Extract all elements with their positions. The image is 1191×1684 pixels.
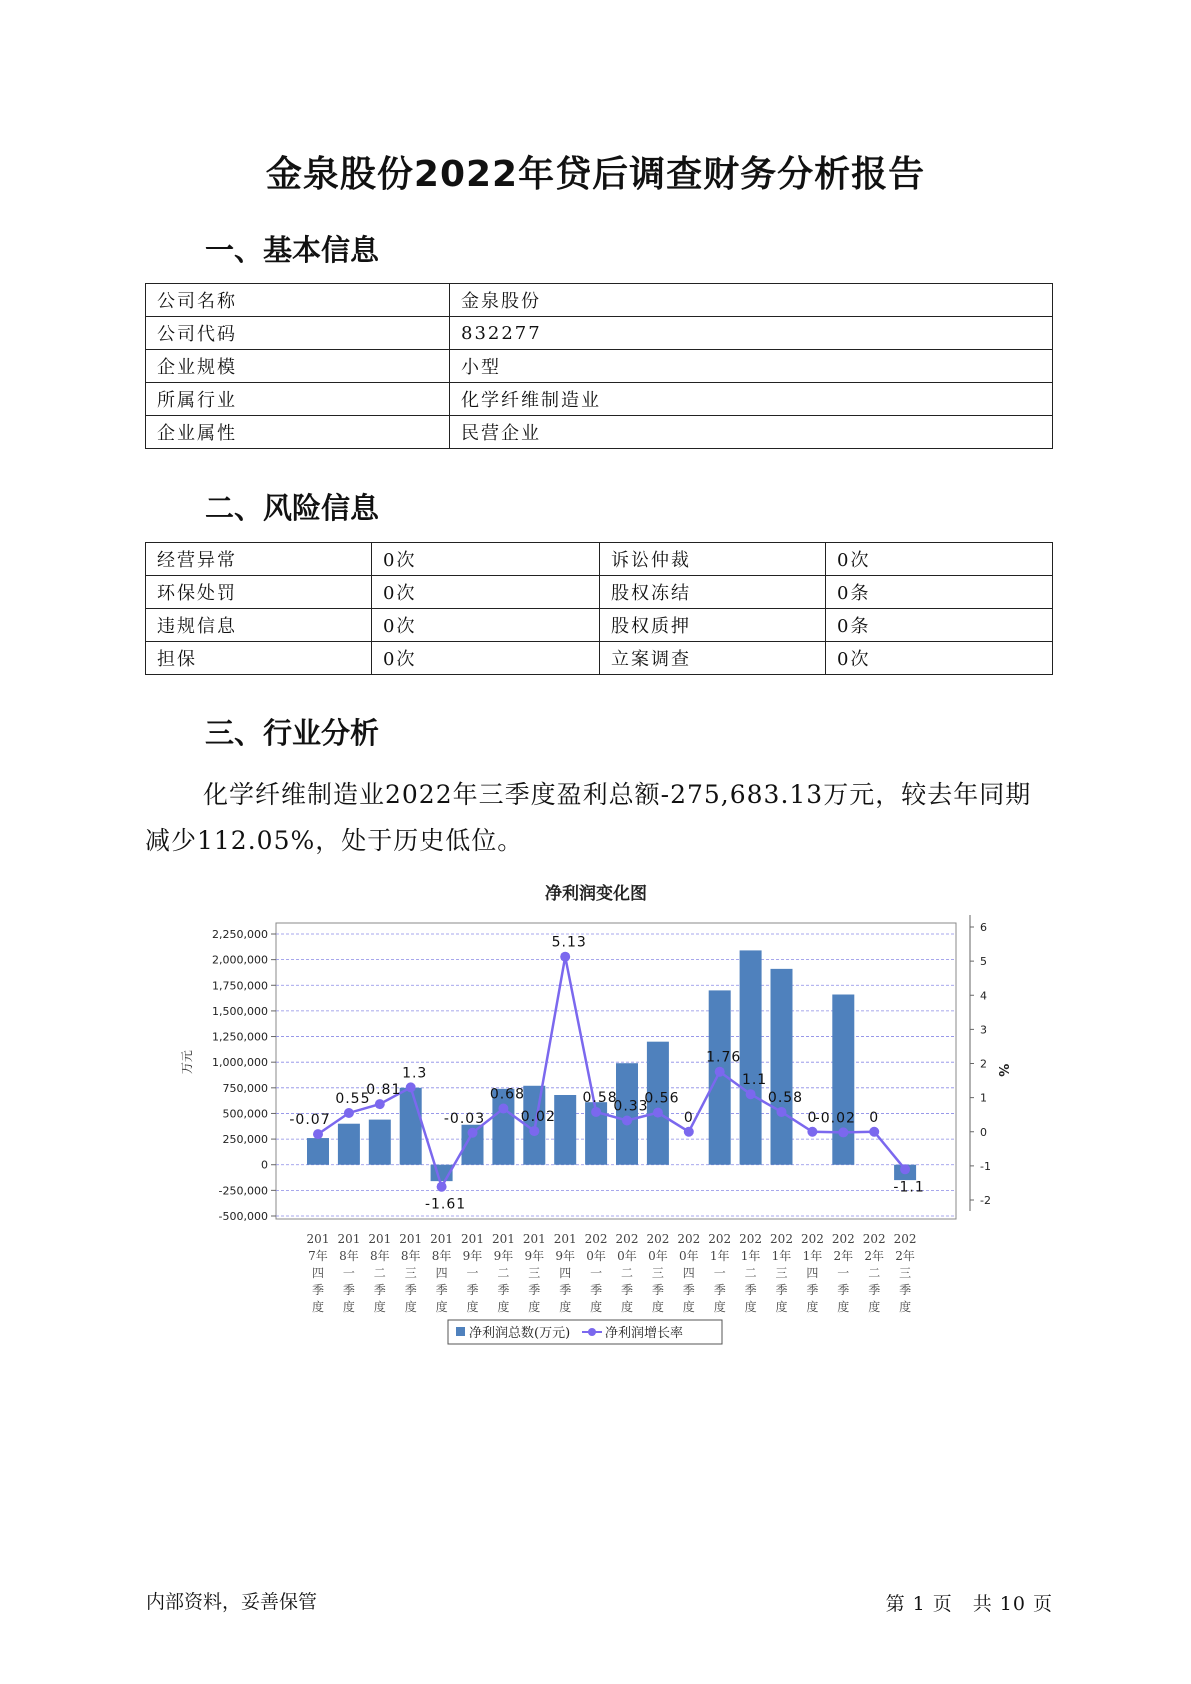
growth-rate-data-label: 1.76 — [706, 1049, 742, 1066]
growth-rate-data-label: 1.1 — [741, 1072, 768, 1089]
bar — [338, 1124, 360, 1165]
basic-info-label: 所属行业 — [146, 383, 450, 416]
x-tick-label: 度 — [620, 1300, 634, 1314]
x-tick-label: 二 — [373, 1266, 386, 1280]
growth-rate-point — [653, 1108, 663, 1118]
growth-rate-point — [838, 1127, 848, 1137]
x-tick-label: 一 — [713, 1266, 726, 1280]
x-tick-label: 2年 — [895, 1249, 915, 1263]
bar — [554, 1095, 576, 1165]
risk-info-label: 环保处罚 — [146, 576, 372, 609]
x-tick-label: 季 — [528, 1283, 541, 1297]
x-tick-label: 二 — [744, 1266, 757, 1280]
x-tick-label: 三 — [404, 1266, 417, 1280]
x-tick-label: 季 — [899, 1283, 912, 1297]
basic-info-value: 832277 — [450, 317, 1053, 350]
growth-rate-point — [313, 1129, 323, 1139]
risk-info-label: 股权冻结 — [600, 576, 826, 609]
x-tick-label: 度 — [744, 1300, 757, 1314]
legend-bar-swatch — [456, 1327, 465, 1336]
x-tick-label: 四 — [559, 1266, 572, 1280]
y-right-tick-label: 6 — [980, 921, 987, 934]
y-left-tick-label: -250,000 — [218, 1184, 268, 1198]
growth-rate-point — [437, 1182, 447, 1192]
growth-rate-point — [715, 1067, 725, 1077]
x-tick-label: 201 — [399, 1232, 423, 1246]
x-tick-label: 季 — [311, 1283, 325, 1297]
growth-rate-point — [406, 1082, 416, 1092]
x-tick-label: 季 — [559, 1283, 572, 1297]
y-right-tick-label: -1 — [980, 1159, 991, 1173]
x-tick-label: 度 — [342, 1300, 355, 1314]
risk-info-row — [146, 543, 1053, 576]
x-tick-label: 9年 — [555, 1249, 576, 1263]
x-tick-label: 1年 — [802, 1249, 823, 1263]
x-tick-label: 季 — [837, 1283, 850, 1297]
growth-rate-point — [529, 1126, 539, 1136]
risk-info-value: 0次 — [372, 642, 600, 675]
x-tick-label: 四 — [806, 1266, 819, 1280]
bar — [832, 995, 854, 1165]
x-tick-label: 季 — [590, 1283, 603, 1297]
x-tick-label: 8年 — [339, 1249, 359, 1263]
x-tick-label: 202 — [770, 1232, 793, 1246]
risk-info-value: 0条 — [826, 576, 1053, 609]
legend-line-label: 净利润增长率 — [605, 1326, 684, 1341]
growth-rate-data-label: 0 — [683, 1109, 694, 1126]
growth-rate-data-label: 0.68 — [489, 1086, 525, 1103]
x-tick-label: 季 — [373, 1283, 386, 1297]
x-tick-label: 二 — [620, 1266, 634, 1280]
growth-rate-data-label: 5.13 — [551, 934, 587, 951]
growth-rate-data-label: 0.33 — [613, 1098, 649, 1115]
growth-rate-data-label: 0.58 — [582, 1089, 618, 1106]
basic-info-row — [146, 284, 1053, 317]
y-left-tick-label: 250,000 — [222, 1133, 268, 1147]
basic-info-row — [146, 383, 1053, 416]
growth-rate-data-label: 0 — [869, 1109, 880, 1126]
x-tick-label: 202 — [708, 1232, 732, 1246]
risk-info-row — [146, 609, 1053, 642]
x-tick-label: 度 — [528, 1300, 541, 1314]
y-right-tick-label: 4 — [980, 989, 987, 1003]
chart-title: 净利润变化图 — [545, 884, 647, 904]
x-tick-label: 8年 — [369, 1249, 390, 1263]
x-tick-label: 2年 — [864, 1249, 885, 1263]
risk-info-label: 担保 — [146, 642, 372, 675]
x-tick-label: 202 — [615, 1232, 639, 1246]
x-tick-label: 度 — [590, 1300, 603, 1314]
y-left-tick-label: 750,000 — [222, 1081, 268, 1095]
x-tick-label: 季 — [466, 1283, 479, 1297]
x-tick-label: 7年 — [308, 1249, 328, 1263]
section-heading-risk-info: 二、风险信息 — [205, 491, 380, 525]
growth-rate-data-label: -1.1 — [893, 1179, 925, 1196]
industry-analysis-paragraph: 化学纤维制造业2022年三季度盈利总额-275,683.13万元，较去年同期减少112.05%，处于历史低位。 — [145, 780, 1032, 855]
risk-info-label: 违规信息 — [146, 609, 372, 642]
x-tick-label: 度 — [651, 1300, 664, 1314]
x-tick-label: 三 — [651, 1266, 664, 1280]
bar — [400, 1088, 422, 1165]
growth-rate-data-label: -1.61 — [424, 1196, 467, 1213]
growth-rate-data-label: 0.58 — [767, 1089, 804, 1106]
growth-rate-point — [684, 1127, 694, 1137]
x-tick-label: 四 — [682, 1266, 695, 1280]
x-tick-label: 度 — [435, 1300, 448, 1314]
x-tick-label: 度 — [497, 1300, 510, 1314]
growth-rate-data-label: -0.03 — [443, 1110, 486, 1127]
x-tick-label: 四 — [311, 1266, 325, 1280]
x-tick-label: 季 — [713, 1283, 726, 1297]
growth-rate-data-label: 0.81 — [366, 1082, 402, 1099]
legend-bar-label: 净利润总数(万元) — [469, 1326, 571, 1341]
x-tick-label: 201 — [491, 1232, 515, 1246]
x-tick-label: 9年 — [493, 1249, 514, 1263]
y-left-tick-label: 2,250,000 — [212, 928, 268, 941]
growth-rate-data-label: 0 — [807, 1109, 818, 1126]
y-right-tick-label: 0 — [980, 1125, 987, 1139]
x-tick-label: 201 — [522, 1232, 546, 1246]
bar — [740, 950, 762, 1164]
x-tick-label: 度 — [899, 1300, 912, 1314]
x-tick-label: 一 — [466, 1266, 479, 1280]
x-tick-label: 度 — [404, 1300, 417, 1314]
section-heading-basic-info: 一、基本信息 — [205, 233, 380, 267]
x-tick-label: 季 — [868, 1283, 881, 1297]
x-tick-label: 一 — [837, 1266, 850, 1280]
x-tick-label: 度 — [868, 1300, 881, 1314]
x-tick-label: 202 — [862, 1232, 886, 1246]
bar — [369, 1120, 391, 1165]
bar — [307, 1138, 329, 1165]
growth-rate-point — [777, 1107, 787, 1117]
x-tick-label: 季 — [435, 1283, 448, 1297]
risk-info-value: 0次 — [372, 576, 600, 609]
document-title: 金泉股份2022年贷后调查财务分析报告 — [265, 154, 926, 195]
x-tick-label: 度 — [466, 1300, 479, 1314]
x-tick-label: 202 — [739, 1232, 763, 1246]
x-tick-label: 度 — [775, 1300, 788, 1314]
growth-rate-data-label: -0.07 — [289, 1112, 331, 1129]
growth-rate-point — [591, 1107, 601, 1117]
x-tick-label: 三 — [899, 1266, 912, 1280]
x-tick-label: 二 — [868, 1266, 881, 1280]
x-tick-label: 度 — [682, 1300, 695, 1314]
footer-confidential-note: 内部资料，妥善保管 — [146, 1591, 318, 1613]
risk-info-table — [145, 542, 1053, 675]
growth-rate-point — [344, 1108, 354, 1118]
net-profit-chart — [176, 884, 1010, 1356]
x-tick-label: 9年 — [524, 1249, 545, 1263]
x-tick-label: 202 — [893, 1232, 917, 1246]
basic-info-value: 小型 — [450, 350, 1053, 383]
x-tick-label: 三 — [528, 1266, 541, 1280]
x-tick-label: 度 — [713, 1300, 726, 1314]
x-tick-label: 季 — [682, 1283, 695, 1297]
growth-rate-point — [560, 952, 570, 962]
x-tick-label: 季 — [806, 1283, 819, 1297]
basic-info-row — [146, 416, 1053, 449]
risk-info-value: 0条 — [826, 609, 1053, 642]
x-tick-label: 1年 — [740, 1249, 761, 1263]
x-tick-label: 季 — [342, 1283, 355, 1297]
x-tick-label: 一 — [590, 1266, 603, 1280]
x-tick-label: 201 — [368, 1232, 392, 1246]
x-tick-label: 度 — [806, 1300, 819, 1314]
x-tick-label: 202 — [831, 1232, 855, 1246]
risk-info-row — [146, 576, 1053, 609]
basic-info-value: 民营企业 — [450, 416, 1053, 449]
section-heading-industry: 三、行业分析 — [205, 716, 380, 750]
growth-rate-point — [498, 1104, 508, 1114]
basic-info-label: 企业规模 — [146, 350, 450, 383]
x-tick-label: 202 — [677, 1232, 701, 1246]
growth-rate-point — [869, 1127, 879, 1137]
x-tick-label: 0年 — [586, 1249, 606, 1263]
x-tick-label: 8年 — [431, 1249, 452, 1263]
x-tick-label: 202 — [646, 1232, 670, 1246]
x-tick-label: 201 — [337, 1232, 361, 1246]
x-tick-label: 0年 — [678, 1249, 699, 1263]
y-left-tick-label: 0 — [261, 1158, 268, 1172]
risk-info-label: 股权质押 — [600, 609, 826, 642]
x-tick-label: 一 — [342, 1266, 355, 1280]
x-tick-label: 202 — [584, 1232, 608, 1246]
risk-info-label: 经营异常 — [146, 543, 372, 576]
growth-rate-data-label: 0.02 — [520, 1109, 556, 1126]
y-left-tick-label: 500,000 — [222, 1107, 268, 1121]
risk-info-value: 0次 — [372, 543, 600, 576]
risk-info-row — [146, 642, 1053, 675]
x-tick-label: 季 — [404, 1283, 417, 1297]
growth-rate-data-label: 0.55 — [335, 1090, 371, 1107]
risk-info-label: 立案调查 — [600, 642, 826, 675]
risk-info-label: 诉讼仲裁 — [600, 543, 826, 576]
growth-rate-point — [468, 1128, 478, 1138]
y-right-axis-label: % — [995, 1063, 1010, 1077]
x-tick-label: 0年 — [648, 1249, 668, 1263]
bar — [771, 969, 793, 1165]
y-right-tick-label: -2 — [980, 1194, 991, 1207]
legend-line-marker — [588, 1328, 596, 1336]
basic-info-table — [145, 283, 1053, 449]
y-left-tick-label: 1,500,000 — [212, 1004, 268, 1018]
x-tick-label: 季 — [497, 1283, 510, 1297]
y-right-tick-label: 3 — [980, 1023, 987, 1037]
x-tick-label: 度 — [373, 1300, 386, 1314]
basic-info-label: 企业属性 — [146, 416, 450, 449]
y-left-tick-label: 2,000,000 — [212, 953, 268, 967]
risk-info-value: 0次 — [826, 543, 1053, 576]
y-left-axis-label: 万元 — [180, 1050, 194, 1075]
x-tick-label: 201 — [430, 1232, 454, 1246]
y-left-tick-label: 1,000,000 — [212, 1056, 268, 1070]
x-tick-label: 四 — [435, 1266, 448, 1280]
x-tick-label: 8年 — [400, 1249, 421, 1263]
growth-rate-point — [375, 1099, 385, 1109]
x-tick-label: 0年 — [617, 1249, 637, 1263]
growth-rate-point — [746, 1089, 756, 1099]
x-tick-label: 季 — [775, 1283, 788, 1297]
risk-info-value: 0次 — [372, 609, 600, 642]
basic-info-label: 公司名称 — [146, 284, 450, 317]
x-tick-label: 季 — [651, 1283, 664, 1297]
x-tick-label: 1年 — [771, 1249, 792, 1263]
x-tick-label: 度 — [837, 1300, 850, 1314]
risk-info-value: 0次 — [826, 642, 1053, 675]
basic-info-label: 公司代码 — [146, 317, 450, 350]
basic-info-row — [146, 350, 1053, 383]
x-tick-label: 季 — [620, 1283, 634, 1297]
x-tick-label: 201 — [461, 1232, 484, 1246]
x-tick-label: 2年 — [833, 1249, 854, 1263]
growth-rate-data-label: 1.3 — [402, 1065, 428, 1082]
x-tick-label: 季 — [744, 1283, 757, 1297]
y-right-tick-label: 2 — [980, 1057, 987, 1071]
y-right-tick-label: 1 — [980, 1091, 987, 1105]
basic-info-value: 金泉股份 — [450, 284, 1053, 317]
x-tick-label: 度 — [311, 1300, 325, 1314]
x-tick-label: 1年 — [709, 1249, 730, 1263]
x-tick-label: 201 — [306, 1232, 330, 1246]
growth-rate-point — [622, 1115, 632, 1125]
x-tick-label: 度 — [559, 1300, 572, 1314]
basic-info-value: 化学纤维制造业 — [450, 383, 1053, 416]
y-left-tick-label: 1,750,000 — [212, 979, 268, 993]
x-tick-label: 三 — [775, 1266, 788, 1280]
x-tick-label: 202 — [800, 1232, 824, 1246]
x-tick-label: 201 — [553, 1232, 577, 1246]
growth-rate-data-label: -0.02 — [814, 1110, 856, 1127]
footer-page-number: 第 1 页 共 10 页 — [885, 1593, 1053, 1615]
growth-rate-point — [807, 1127, 817, 1137]
x-tick-label: 二 — [497, 1266, 510, 1280]
basic-info-row — [146, 317, 1053, 350]
y-right-tick-label: 5 — [980, 955, 987, 969]
x-tick-label: 9年 — [462, 1249, 483, 1263]
growth-rate-data-label: 0.56 — [644, 1090, 680, 1107]
growth-rate-point — [900, 1164, 910, 1174]
y-left-tick-label: 1,250,000 — [212, 1030, 268, 1044]
y-left-tick-label: -500,000 — [218, 1210, 268, 1223]
